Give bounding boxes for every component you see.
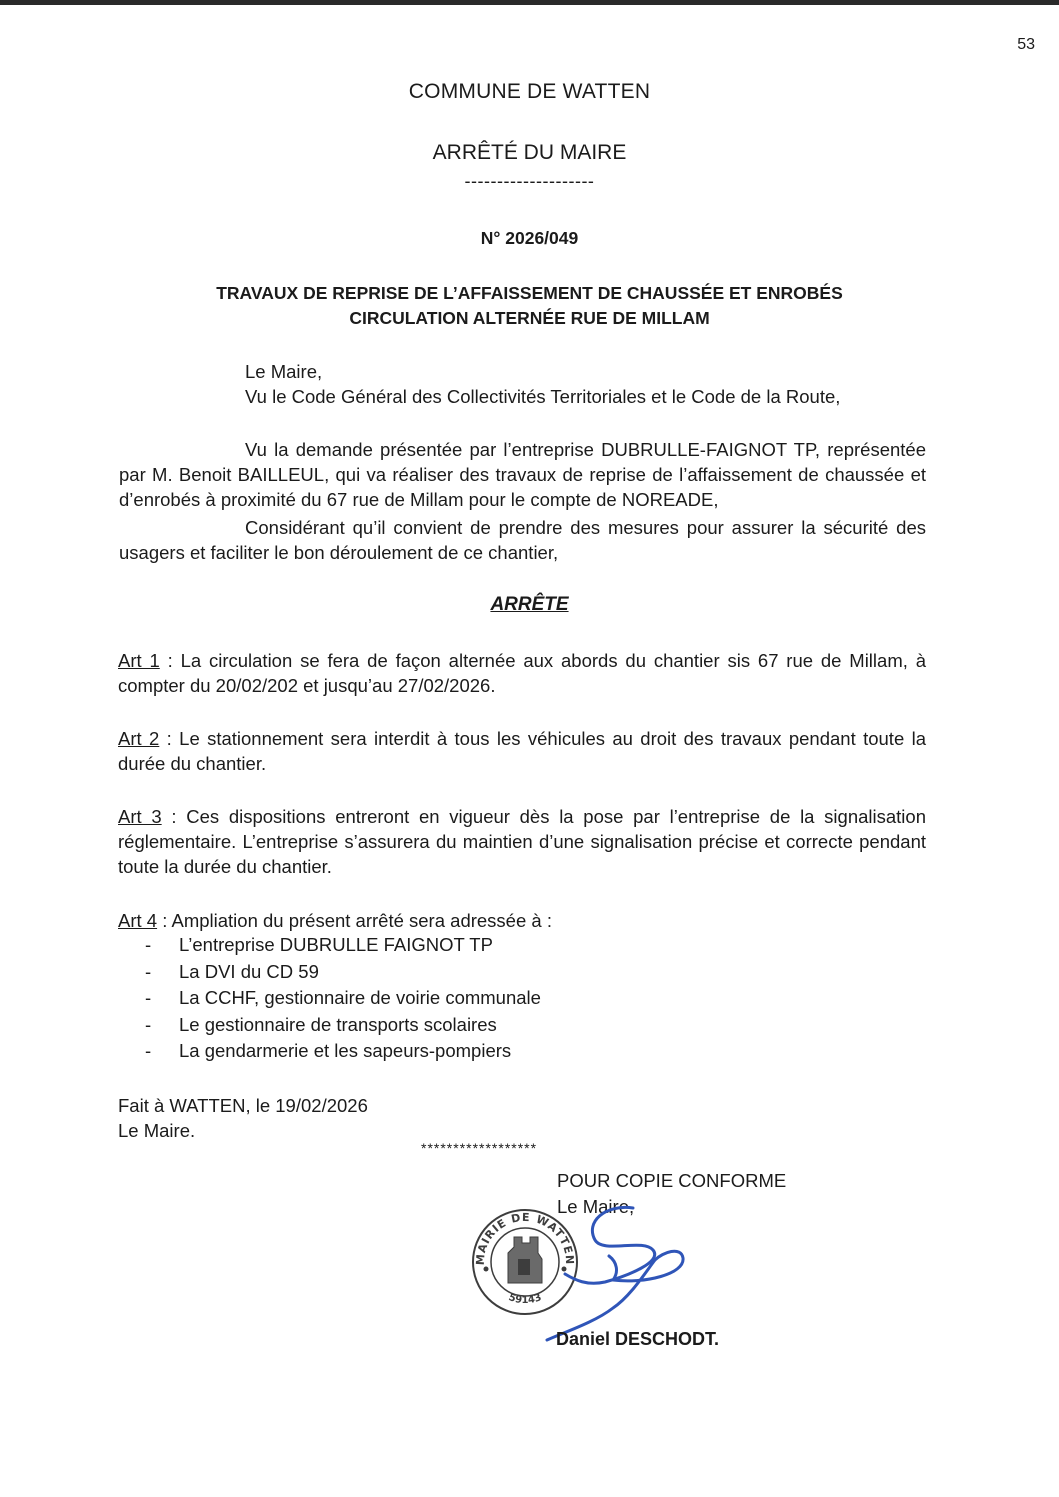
handwritten-signature-icon bbox=[535, 1200, 705, 1340]
recipient-item: - L’entreprise DUBRULLE FAIGNOT TP bbox=[145, 932, 541, 959]
decision-heading: ARRÊTE bbox=[490, 594, 569, 615]
article-2-text: : Le stationnement sera interdit à tous les véhicules au droit des travaux pendant toute la durée du chantier. bbox=[118, 728, 926, 774]
recipient-item: - La gendarmerie et les sapeurs-pompiers bbox=[145, 1038, 541, 1065]
preamble-considering: Considérant qu’il convient de prendre des mesures pour assurer la sécurité des usagers et faciliter le bon déroulement de ce chantier, bbox=[119, 517, 926, 563]
article-1 bbox=[118, 648, 926, 698]
subject-line-2: CIRCULATION ALTERNÉE RUE DE MILLAM bbox=[349, 308, 710, 328]
article-1-label: Art 1 bbox=[118, 650, 160, 671]
article-4-label: Art 4 bbox=[118, 910, 158, 931]
separator: -------------------- bbox=[464, 171, 595, 191]
document-type: ARRÊTÉ DU MAIRE bbox=[432, 141, 627, 164]
scan-top-edge bbox=[0, 0, 1059, 5]
article-3-text: : Ces dispositions entreront en vigueur dès la pose par l’entreprise de la signalisation réglementaire. L’entreprise s’assurera du maintien d’une signalisation précise et correcte pendant toute la durée du chantier. bbox=[118, 806, 926, 877]
page-number: 53 bbox=[1017, 36, 1035, 53]
stamp-postcode: 59143 bbox=[506, 1292, 544, 1307]
place-and-date: Fait à WATTEN, le 19/02/2026 bbox=[118, 1095, 368, 1116]
copy-signatory: Le Maire, bbox=[557, 1196, 635, 1217]
decree-subject bbox=[0, 281, 1059, 331]
preamble-mayor: Le Maire, bbox=[245, 361, 323, 382]
recipient-list bbox=[145, 932, 541, 1065]
closing-block bbox=[118, 1093, 518, 1143]
article-1-text: : La circulation se fera de façon alternée aux abords du chantier sis 67 rue de Millam, à compter du 20/02/202 et jusqu’au 27/02/2026. bbox=[118, 650, 926, 696]
recipient-item: - Le gestionnaire de transports scolaires bbox=[145, 1012, 541, 1039]
article-4 bbox=[118, 908, 926, 933]
preamble-request: Vu la demande présentée par l’entreprise DUBRULLE-FAIGNOT TP, représentée par M. Benoit BAILLEUL, qui va réaliser des travaux de reprise de l’affaissement de chaussée et d’enrobés à proximité du 67 rue de Millam pour le compte de NOREADE, bbox=[119, 439, 926, 510]
subject-line-1: TRAVAUX DE REPRISE DE L’AFFAISSEMENT DE CHAUSSÉE ET ENROBÉS bbox=[216, 283, 843, 303]
article-2-label: Art 2 bbox=[118, 728, 160, 749]
article-4-text: : Ampliation du présent arrêté sera adressée à : bbox=[157, 910, 552, 931]
star-separator: ****************** bbox=[421, 1140, 538, 1156]
closing-signatory: Le Maire. bbox=[118, 1120, 196, 1141]
commune-title: COMMUNE DE WATTEN bbox=[408, 80, 651, 103]
article-3 bbox=[118, 804, 926, 879]
preamble-opening bbox=[245, 359, 945, 409]
article-3-label: Art 3 bbox=[118, 806, 162, 827]
recipient-item: - La DVI du CD 59 bbox=[145, 959, 541, 986]
recipient-item: - La CCHF, gestionnaire de voirie communale bbox=[145, 985, 541, 1012]
mayor-name: Daniel DESCHODT. bbox=[556, 1329, 720, 1349]
stamp-text: MAIRIE DE WATTEN bbox=[473, 1210, 577, 1266]
article-2 bbox=[118, 726, 926, 776]
copy-certification: POUR COPIE CONFORME bbox=[557, 1170, 787, 1191]
decree-number: N° 2026/049 bbox=[480, 228, 579, 248]
preamble-legal-basis: Vu le Code Général des Collectivités Territoriales et le Code de la Route, bbox=[245, 386, 841, 407]
